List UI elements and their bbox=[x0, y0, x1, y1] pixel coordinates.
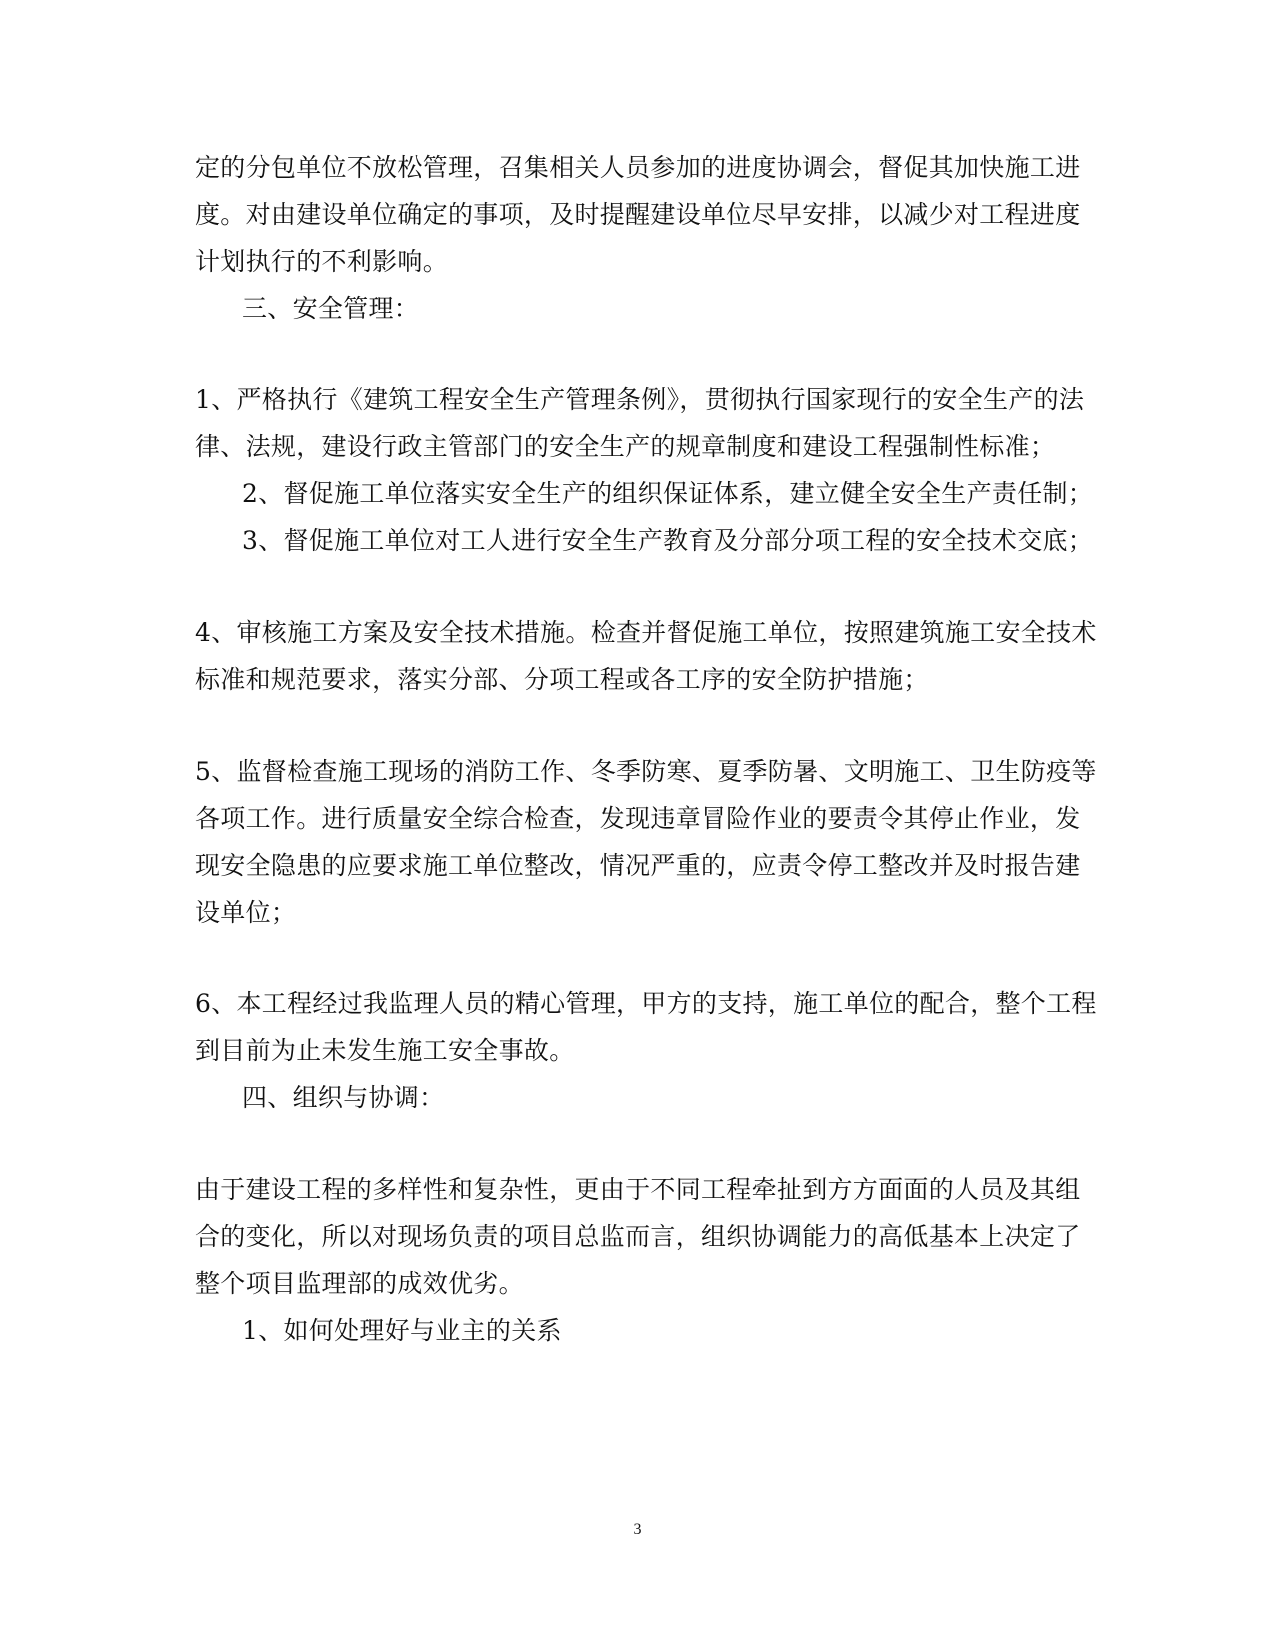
text-line: 合的变化，所以对现场负责的项目总监而言，组织协调能力的高低基本上决定了 bbox=[195, 1222, 1081, 1251]
subsection-heading: 1、如何处理好与业主的关系 bbox=[242, 1316, 562, 1345]
text-line: 3、督促施工单位对工人进行安全生产教育及分部分项工程的安全技术交底； bbox=[242, 526, 1094, 555]
text-line: 整个项目监理部的成效优劣。 bbox=[195, 1269, 524, 1298]
text-line: 到目前为止未发生施工安全事故。 bbox=[195, 1036, 575, 1065]
text-line: 6、本工程经过我监理人员的精心管理，甲方的支持，施工单位的配合，整个工程 bbox=[195, 989, 1097, 1018]
section-heading: 四、组织与协调： bbox=[242, 1083, 445, 1112]
section-heading: 三、安全管理： bbox=[242, 294, 420, 323]
text-line: 度。对由建设单位确定的事项，及时提醒建设单位尽早安排，以减少对工程进度 bbox=[195, 200, 1081, 229]
text-line: 由于建设工程的多样性和复杂性，更由于不同工程牵扯到方方面面的人员及其组 bbox=[195, 1175, 1081, 1204]
text-line: 定的分包单位不放松管理，召集相关人员参加的进度协调会，督促其加快施工进 bbox=[195, 153, 1081, 182]
text-line: 2、督促施工单位落实安全生产的组织保证体系，建立健全安全生产责任制； bbox=[242, 479, 1094, 508]
text-line: 律、法规，建设行政主管部门的安全生产的规章制度和建设工程强制性标准； bbox=[195, 432, 1056, 461]
text-line: 5、监督检查施工现场的消防工作、冬季防寒、夏季防暑、文明施工、卫生防疫等 bbox=[195, 757, 1097, 786]
text-line: 现安全隐患的应要求施工单位整改，情况严重的，应责令停工整改并及时报告建 bbox=[195, 851, 1081, 880]
text-line: 各项工作。进行质量安全综合检查，发现违章冒险作业的要责令其停止作业，发 bbox=[195, 804, 1081, 833]
text-line: 设单位； bbox=[195, 898, 297, 927]
page-number: 3 bbox=[633, 1521, 642, 1538]
text-line: 计划执行的不利影响。 bbox=[195, 247, 449, 276]
text-line: 标准和规范要求，落实分部、分项工程或各工序的安全防护措施； bbox=[195, 665, 929, 694]
text-line: 1、严格执行《建筑工程安全生产管理条例》，贯彻执行国家现行的安全生产的法 bbox=[195, 385, 1085, 414]
text-line: 4、审核施工方案及安全技术措施。检查并督促施工单位，按照建筑施工安全技术 bbox=[195, 618, 1097, 647]
